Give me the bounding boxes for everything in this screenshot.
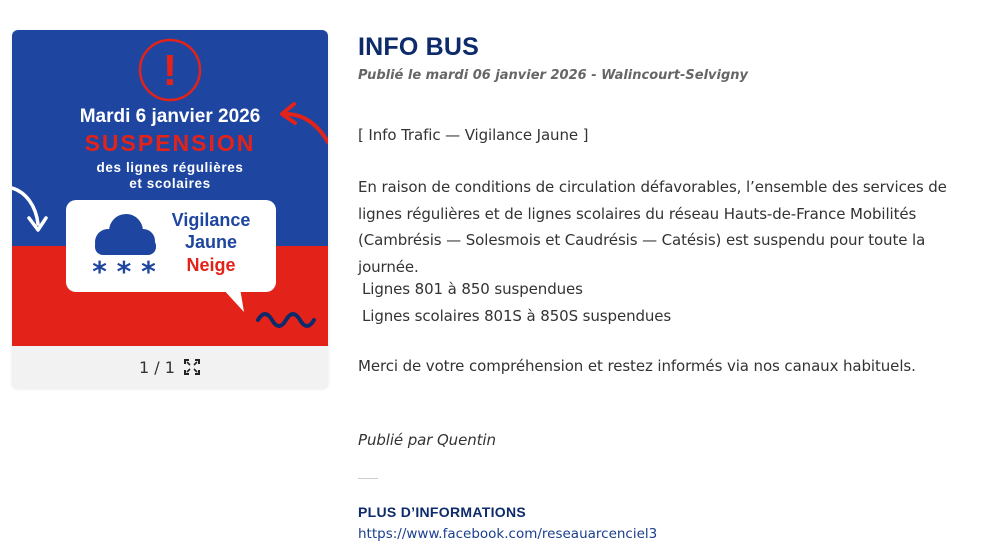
gallery-pager	[12, 346, 328, 388]
suspended-line-1: Lignes 801 à 850 suspendues	[362, 280, 583, 298]
article-meta: Publié le mardi 06 janvier 2026 - Walincourt-Selvigny	[358, 68, 749, 83]
suspended-line-2: Lignes scolaires 801S à 850S suspendues	[362, 306, 672, 325]
poster-headline: SUSPENSION	[84, 130, 256, 156]
poster-subline-1: des lignes régulières	[96, 160, 244, 175]
author-line: Publié par Quentin	[358, 431, 496, 449]
poster-subline-2: et scolaires	[129, 176, 211, 191]
alert-line-3: Neige	[186, 255, 236, 275]
poster-date: Mardi 6 janvier 2026	[79, 106, 261, 127]
thanks-paragraph: Merci de votre compréhension et restez informés via nos canaux habituels.	[358, 357, 916, 375]
fullscreen-icon[interactable]	[183, 358, 201, 376]
image-gallery	[12, 30, 328, 388]
main-paragraph: En raison de conditions de circulation défavorables, l’ensemble des services de lignes régulières et de lignes scolaires du réseau Hauts-de-France Mobilités (Cambrésis — Solesmois et Caudrésis — Catésis) est suspendu pour toute la journée.	[358, 178, 947, 276]
alert-line-1: Vigilance	[171, 210, 251, 230]
article	[358, 30, 988, 542]
article-title: INFO BUS	[358, 33, 480, 61]
gallery-counter: 1 / 1	[139, 357, 175, 377]
facebook-link[interactable]: https://www.facebook.com/reseauarcenciel3	[358, 526, 658, 542]
info-tag: [ Info Trafic — Vigilance Jaune ]	[358, 126, 589, 144]
divider	[358, 478, 378, 479]
snowflake-icon: * * *	[92, 255, 156, 288]
bus-alert-poster[interactable]	[12, 30, 328, 346]
more-info-heading: PLUS D’INFORMATIONS	[358, 504, 526, 520]
exclamation-glyph: !	[162, 46, 178, 95]
alert-line-2: Jaune	[184, 232, 238, 252]
suspended-lines	[358, 276, 671, 329]
